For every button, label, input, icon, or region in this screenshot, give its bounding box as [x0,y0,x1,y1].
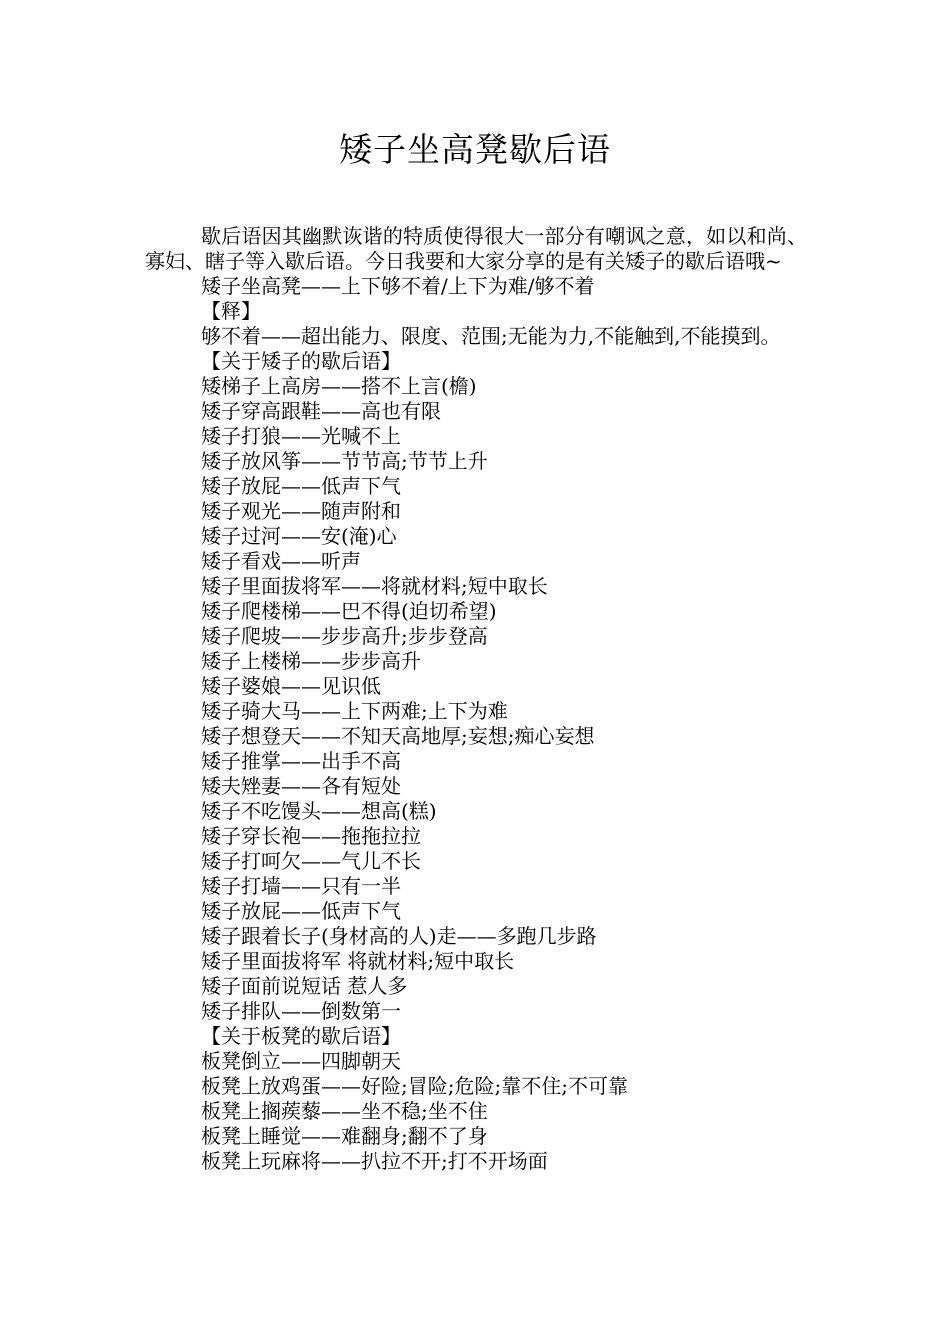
list-item: 矮子打呵欠——气儿不长 [201,849,421,873]
explain-heading: 【释】 [201,299,261,323]
main-saying: 矮子坐高凳——上下够不着/上下为难/够不着 [201,274,595,298]
list-item: 矮子推掌——出手不高 [201,749,401,773]
list-item: 板凳上搁蒺藜——坐不稳;坐不住 [201,1099,488,1123]
list-item: 矮梯子上高房——搭不上言(檐) [201,374,477,398]
dwarf-sayings-list [145,374,807,1024]
document-title: 矮子坐高凳歇后语 [339,130,611,169]
list-item: 板凳上玩麻将——扒拉不开;打不开场面 [201,1149,548,1173]
list-item: 矮子跟着长子(身材高的人)走——多跑几步路 [201,924,597,948]
list-item: 矮子观光——随声附和 [201,499,401,523]
section-heading-dwarf: 【关于矮子的歇后语】 [201,349,401,373]
list-item: 矮子穿长袍——拖拖拉拉 [201,824,421,848]
list-item: 矮子上楼梯——步步高升 [201,649,421,673]
list-item: 矮子不吃馒头——想高(糕) [201,799,437,823]
list-item: 矮子看戏——听声 [201,549,361,573]
section-heading-bench: 【关于板凳的歇后语】 [201,1024,401,1048]
explanation-paragraph: 够不着——超出能力、限度、范围;无能为力,不能触到,不能摸到。 [201,324,781,348]
list-item: 矮子里面拔将军 将就材料;短中取长 [201,949,515,973]
list-item: 矮子排队——倒数第一 [201,999,401,1023]
list-item: 矮子里面拔将军——将就材料;短中取长 [201,574,548,598]
list-item: 矮子穿高跟鞋——高也有限 [201,399,441,423]
list-item: 矮子想登天——不知天高地厚;妄想;痴心妄想 [201,724,595,748]
document-body [145,224,807,1174]
list-item: 矮子放屁——低声下气 [201,474,401,498]
list-item: 矮夫矬妻——各有短处 [201,774,401,798]
list-item: 矮子骑大马——上下两难;上下为难 [201,699,508,723]
bench-sayings-list [145,1049,807,1174]
list-item: 矮子婆娘——见识低 [201,674,381,698]
list-item: 矮子面前说短话 惹人多 [201,974,408,998]
list-item: 板凳上睡觉——难翻身;翻不了身 [201,1124,488,1148]
list-item: 矮子爬坡——步步高升;步步登高 [201,624,488,648]
list-item: 板凳上放鸡蛋——好险;冒险;危险;靠不住;不可靠 [201,1074,628,1098]
list-item: 板凳倒立——四脚朝天 [201,1049,401,1073]
list-item: 矮子打狼——光喊不上 [201,424,401,448]
intro-paragraph: 歇后语因其幽默诙谐的特质使得很大一部分有嘲讽之意，如以和尚、寡妇、瞎子等入歇后语。今日我要和大家分享的是有关矮子的歇后语哦~ [145,224,807,273]
list-item: 矮子打墙——只有一半 [201,874,401,898]
list-item: 矮子放风筝——节节高;节节上升 [201,449,488,473]
list-item: 矮子爬楼梯——巴不得(迫切希望) [201,599,497,623]
list-item: 矮子放屁——低声下气 [201,899,401,923]
list-item: 矮子过河——安(淹)心 [201,524,397,548]
